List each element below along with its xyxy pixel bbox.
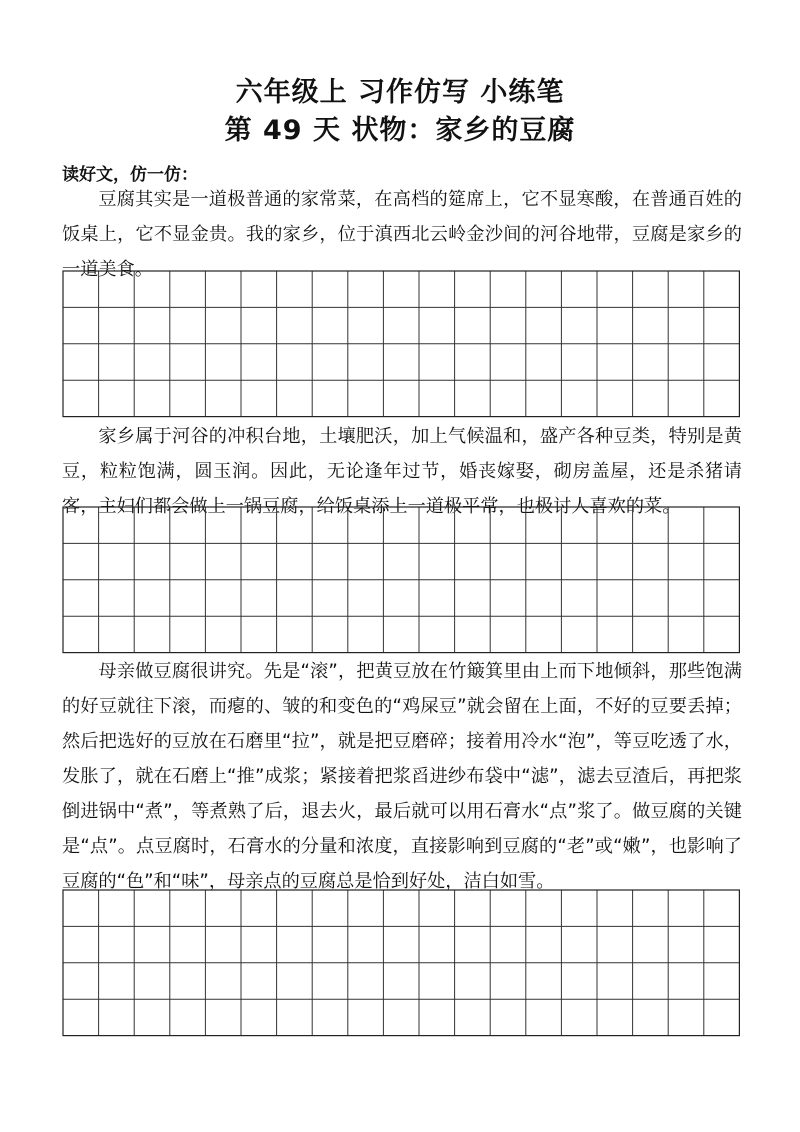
instruction-label: 读好文，仿一仿：	[62, 165, 198, 185]
passage-paragraph-2: 家乡属于河谷的冲积台地，土壤肥沃，加上气候温和，盛产各种豆类，特别是黄豆，粒粒饱满，圆玉润。因此，无论逢年过节，婚丧嫁娶，砌房盖屋，还是杀猪请客，主妇们都会做上一锅豆腐，给饭桌添上一道极平常，也极讨人喜欢的菜。	[62, 426, 742, 517]
passage-paragraph-3: 母亲做豆腐很讲究。先是“滚”，把黄豆放在竹簸箕里由上而下地倾斜，那些饱满的好豆就往下滚，而瘪的、皱的和变色的“鸡屎豆”就会留在上面，不好的豆要丢掉；然后把选好的豆放在石磨里“拉”，就是把豆磨碎；接着用冷水“泡”，等豆吃透了水，发胀了，就在石磨上“推”成浆；紧接着把浆舀进纱布袋中“滤”，滤去豆渣后，再把浆倒进锅中“煮”，等煮熟了后，退去火，最后就可以用石膏水“点”浆了。做豆腐的关键是“点”。点豆腐时，石膏水的分量和浓度，直接影响到豆腐的“老”或“嫩”，也影响了豆腐的“色”和“味”，母亲点的豆腐总是恰到好处，洁白如雪。	[62, 661, 742, 892]
page-title-line1: 六年级上 习作仿写 小练笔	[235, 77, 565, 108]
passage-paragraph-1: 豆腐其实是一道极普通的家常菜，在高档的筵席上，它不显寒酸，在普通百姓的饭桌上，它不显金贵。我的家乡，位于滇西北云岭金沙间的河谷地带，豆腐是家乡的一道美食。	[62, 189, 742, 280]
page-title-line2: 第 49 天 状物：家乡的豆腐	[224, 115, 576, 146]
writing-grid-3[interactable]	[62, 889, 742, 1039]
writing-grid-1[interactable]	[62, 270, 742, 420]
writing-grid-2[interactable]	[62, 506, 742, 656]
